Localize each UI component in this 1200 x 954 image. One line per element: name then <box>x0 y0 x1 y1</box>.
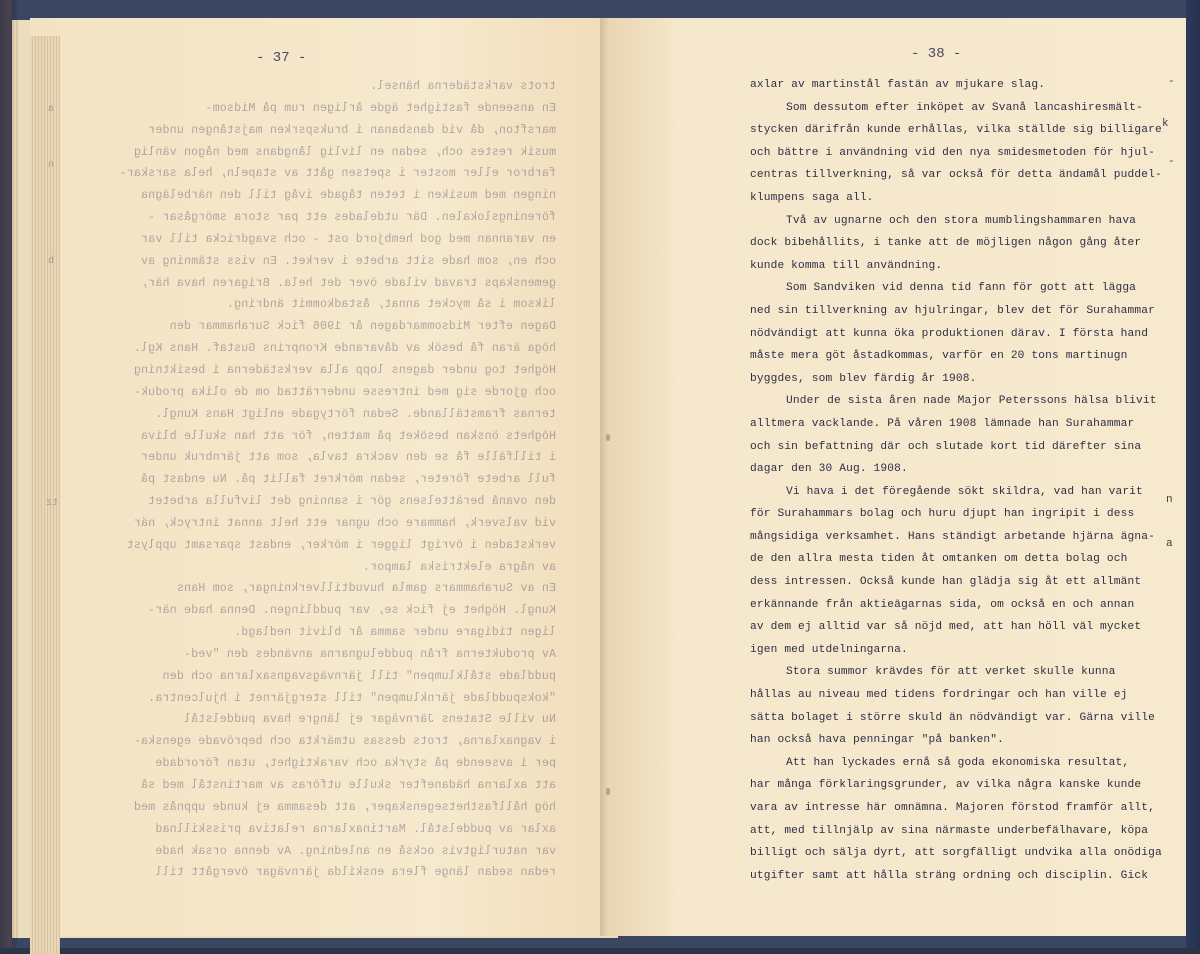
text-line: liksom i så mycket annat, åstadkommit ändring. <box>226 298 556 312</box>
left-page <box>30 18 610 936</box>
text-line: erkännande från aktieägarnas sida, om också en och annan <box>750 598 1135 611</box>
text-line: dock bibehållits, i tanke att de möjligen någon gång åter <box>750 237 1142 250</box>
margin-mark: - <box>1168 76 1175 88</box>
text-line: trots varkstäderna hänsel. <box>369 80 556 93</box>
text-line: centras tillverkning, så var också för detta ändamål puddel- <box>750 169 1162 182</box>
text-line: redan sedan länge flera enskilda järnvägar övergått till <box>155 866 556 880</box>
book-cover-edge <box>1186 0 1200 948</box>
page-edges <box>30 36 60 954</box>
margin-mark: tz <box>46 498 59 509</box>
text-line: dess intressen. Också kunde han glädja sig åt ett allmänt <box>750 576 1142 589</box>
text-line: ligen tidigare under samma år blivit nedlagd. <box>233 626 556 640</box>
text-line: i tillfälle få se den vackra tavla, som att järnbruk under <box>140 451 556 465</box>
text-line: Som dessutom efter inköpet av Svanå lancashiresmält- <box>786 101 1143 114</box>
text-line: En av Surahammars gamla huvudtillverkningar, som Hans <box>176 582 556 596</box>
right-page <box>610 18 1186 936</box>
text-line: att, med tillnjälp av sina närmaste underbefälhavare, köpa <box>750 824 1149 837</box>
left-page-number: - 37 - <box>256 50 307 66</box>
left-page-bleed-through-text <box>86 76 556 884</box>
text-line: sätta bolaget i större skuld än nödvändigt var. Gärna ville <box>750 711 1155 724</box>
text-line: ningen med musiken i teten tågade ivåg till den närbelägna <box>140 189 556 203</box>
text-line: var naturligtvis också en anledning. Av denna orsak hade <box>155 844 556 858</box>
margin-mark: k <box>1162 118 1169 130</box>
text-line: och bättre i användning vid den nya smidesmetoden för hjul- <box>750 146 1155 159</box>
text-line: de den allra mesta tiden åt omtanken om detta bolag och <box>750 553 1128 566</box>
text-line: axlar av martinstål fastän av mjukare slag. <box>750 79 1046 91</box>
text-line: Kungl. Höghet ej fick se, var puddlingen. Denna hade när- <box>148 604 556 618</box>
text-line: byggdes, som blev färdig år 1908. <box>750 372 977 385</box>
margin-mark: a <box>1166 538 1173 550</box>
text-line: han också hava penningar "på banken". <box>750 734 1004 747</box>
text-line: puddlade stålklumpen" till järnvägsvagnsaxlarna och den <box>162 669 556 683</box>
text-line: Höghets önskan besöket på matten, för att han skulle bliva <box>140 429 556 443</box>
text-line: i vagnaxlarna, trots dessas utmärkta och beprövade egenska- <box>133 735 556 749</box>
text-line: per i avseende på styrka och varaktighet, utan förordade <box>155 757 556 771</box>
text-line: En anseende fastighet ägde årligen rum på Midsom- <box>205 101 556 115</box>
text-line: hållas au niveau med tidens fordringar och han ville ej <box>750 689 1128 702</box>
text-line: musik restes och, sedan en livlig långdans med någon vänlig <box>133 145 556 159</box>
text-line: en varannan med god hembjord ost - och svagdricka till var <box>140 232 556 246</box>
text-line: av några elektriska lampor. <box>362 560 556 574</box>
text-line: Dagen efter Midsommardagen år 1906 fick Surahammar den <box>169 320 556 334</box>
text-line: har många förklaringsgrunder, av vilka några kanske kunde <box>750 779 1142 792</box>
text-line: Stora summor krävdes för att verket skulle kunna <box>786 666 1116 679</box>
text-line: axlar av puddelstål. Martinaxlarna relativa prisskillnad <box>155 822 556 836</box>
text-line: Att han lyckades ernå så goda ekonomiska resultat, <box>786 756 1130 769</box>
text-line: dagar den 30 Aug. 1908. <box>750 463 908 476</box>
text-line: Vi hava i det föregående sökt skildra, vad han varit <box>786 485 1143 498</box>
margin-mark: b <box>48 256 55 267</box>
text-line: Under de sista åren nade Major Peterssons hälsa blivit <box>786 395 1157 408</box>
margin-mark: a <box>48 104 55 115</box>
text-line: klumpens saga all. <box>750 191 874 204</box>
text-line: Två av ugnarne och den stora mumblingshammaren hava <box>786 214 1137 227</box>
text-line: gemenskaps travad vilade över det hela. Brigaren hava här, <box>140 276 556 290</box>
text-line: Som Sandviken vid denna tid fann för gott att lägga <box>786 282 1137 295</box>
text-line: kunde komma till användning. <box>750 259 943 272</box>
text-line: ned sin tillverkning av hjulringar, blev det för Surahammar <box>750 304 1155 317</box>
text-line: den ovanå berättelsens gör i sanning det livfulla arbetet <box>148 495 556 509</box>
text-line: föreningslokalen. Där utdelades ett par stora smörgåsar - <box>148 211 556 225</box>
text-line: för Surahammars bolag och huru djupt han ingripit i dess <box>750 508 1135 521</box>
text-line: ternas framställande. Sedan förtygade enligt Hans Kungl. <box>155 407 556 421</box>
right-page-number: - 38 - <box>911 46 962 62</box>
text-line: vara av intresse här omnämna. Majoren förstod framför allt, <box>750 802 1155 814</box>
text-line: och gjorde sig med intresse underrättad om de olika produk- <box>133 385 556 399</box>
text-line: och en, som hade sitt arbete i verket. En viss stämning av <box>140 254 556 268</box>
text-line: marsfton, då vid dansbanan i brukspsrken majstången under <box>148 123 556 137</box>
text-line: hög hållfasthetsegenskaper, att desamma ej kunde uppnås med <box>133 800 556 814</box>
margin-mark: - <box>1168 156 1175 168</box>
text-line: mångsidiga verksamhet. Hans ständigt arbetande hjärna ägna- <box>750 530 1155 543</box>
margin-mark: n <box>48 160 55 171</box>
right-page-text <box>750 74 1170 887</box>
text-line: att axlarna hädanefter skulle utföras av martinstål med så <box>140 779 556 792</box>
text-line: Nu ville Statens Järnvägar ej längre hava puddelstål <box>183 713 556 727</box>
text-line: Höghet tog under dagens lopp alla verkstäderna i besiktning <box>133 363 556 377</box>
text-line: vid valsverk, hammare och ugnar ett helt annat intryck, när <box>133 516 556 530</box>
text-line: utgifter samt att hålla sträng ordning och disciplin. Gick <box>750 869 1149 882</box>
text-line: farbror eller moster i spetsen gått av stapeln, hela sarskar- <box>119 167 556 181</box>
text-line: full arbete företer, sedan mörkret fallit på. Nu endast på <box>140 473 556 487</box>
text-line: och sin befattning där och slutade kort tid därefter sina <box>750 440 1142 453</box>
text-line: av dem ej alltid var så nöjd med, att han höll väl mycket <box>750 621 1142 634</box>
text-line: verkstaden i övrigt ligger i mörker, endast sparsamt upplyst <box>126 538 556 552</box>
text-line: alltmera vacklande. På våren 1908 lämnade han Surahammar <box>750 417 1135 430</box>
text-line: stycken därifrån kunde erhållas, vilka ställde sig billigare <box>750 124 1162 137</box>
margin-mark: n <box>1166 494 1173 506</box>
text-line: måste mera göt åstadkommas, varför en 20 tons martinugn <box>750 350 1128 363</box>
text-line: höga äran få besök av dåvarande Kronprins Gustaf. Hans Kgl. <box>133 342 556 356</box>
text-line: igen med utdelningarna. <box>750 643 908 656</box>
text-line: Av produkterna från puddelugnarna användes den "ved- <box>183 647 556 661</box>
text-line: billigt och sälja dyrt, att sorgfälligt undvika alla onödiga <box>750 847 1162 860</box>
text-line: nödvändigt att kunna öka produktionen därav. I första hand <box>750 327 1149 340</box>
text-line: "kokspuddlade järnklumpen" till stergjärnet i hjulcentra. <box>148 691 556 705</box>
